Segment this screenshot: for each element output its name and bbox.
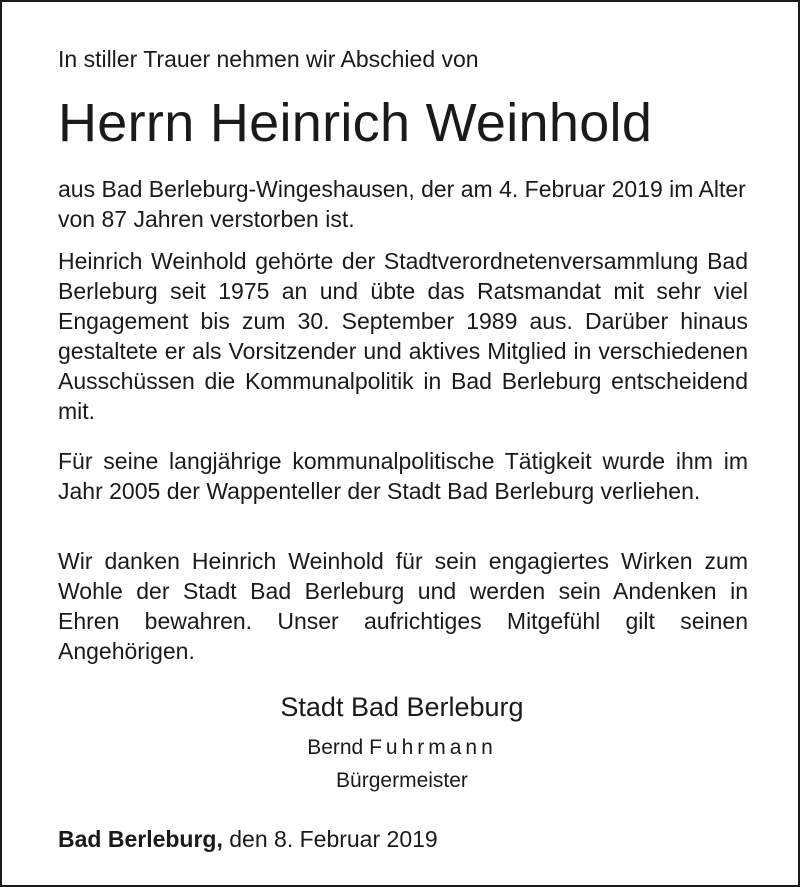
signature-first-name: Bernd — [307, 736, 364, 759]
signature-surname: Fuhrmann — [369, 736, 497, 759]
deceased-name: Herrn Heinrich Weinhold — [58, 93, 653, 153]
signature-person — [2, 734, 800, 762]
dateline — [58, 824, 438, 854]
intro-line: In stiller Trauer nehmen wir Abschied von — [58, 46, 479, 72]
paragraph-council: Heinrich Weinhold gehörte der Stadtverordnetenversammlung Bad Berleburg seit 1975 an und übte das Ratsmandat mit sehr viel Engagement bis zum 30. September 1989 aus. Darüber hinaus gestaltete er als Vorsitzender und aktives Mitglied in verschiedenen Ausschüssen die Kommunalpolitik in Bad Berleburg entscheidend mit. — [58, 248, 748, 424]
signature-role: Bürgermeister — [336, 769, 468, 792]
paragraph-thanks: Wir danken Heinrich Weinhold für sein engagiertes Wirken zum Wohle der Stadt Bad Berleburg und werden sein Andenken in Ehren bewahren. Unser aufrichtiges Mitgefühl gilt seinen Angehörigen. — [58, 548, 748, 664]
signature-organization: Stadt Bad Berleburg — [280, 692, 524, 722]
paragraph-origin: aus Bad Berleburg-Wingeshausen, der am 4. Februar 2019 im Alter von 87 Jahren verstorben ist. — [58, 176, 746, 232]
paragraph-honor: Für seine langjährige kommunalpolitische Tätigkeit wurde ihm im Jahr 2005 der Wappenteller der Stadt Bad Berleburg verliehen. — [58, 448, 748, 504]
dateline-date: den 8. Februar 2019 — [229, 826, 438, 852]
dateline-place: Bad Berleburg, — [58, 826, 223, 852]
